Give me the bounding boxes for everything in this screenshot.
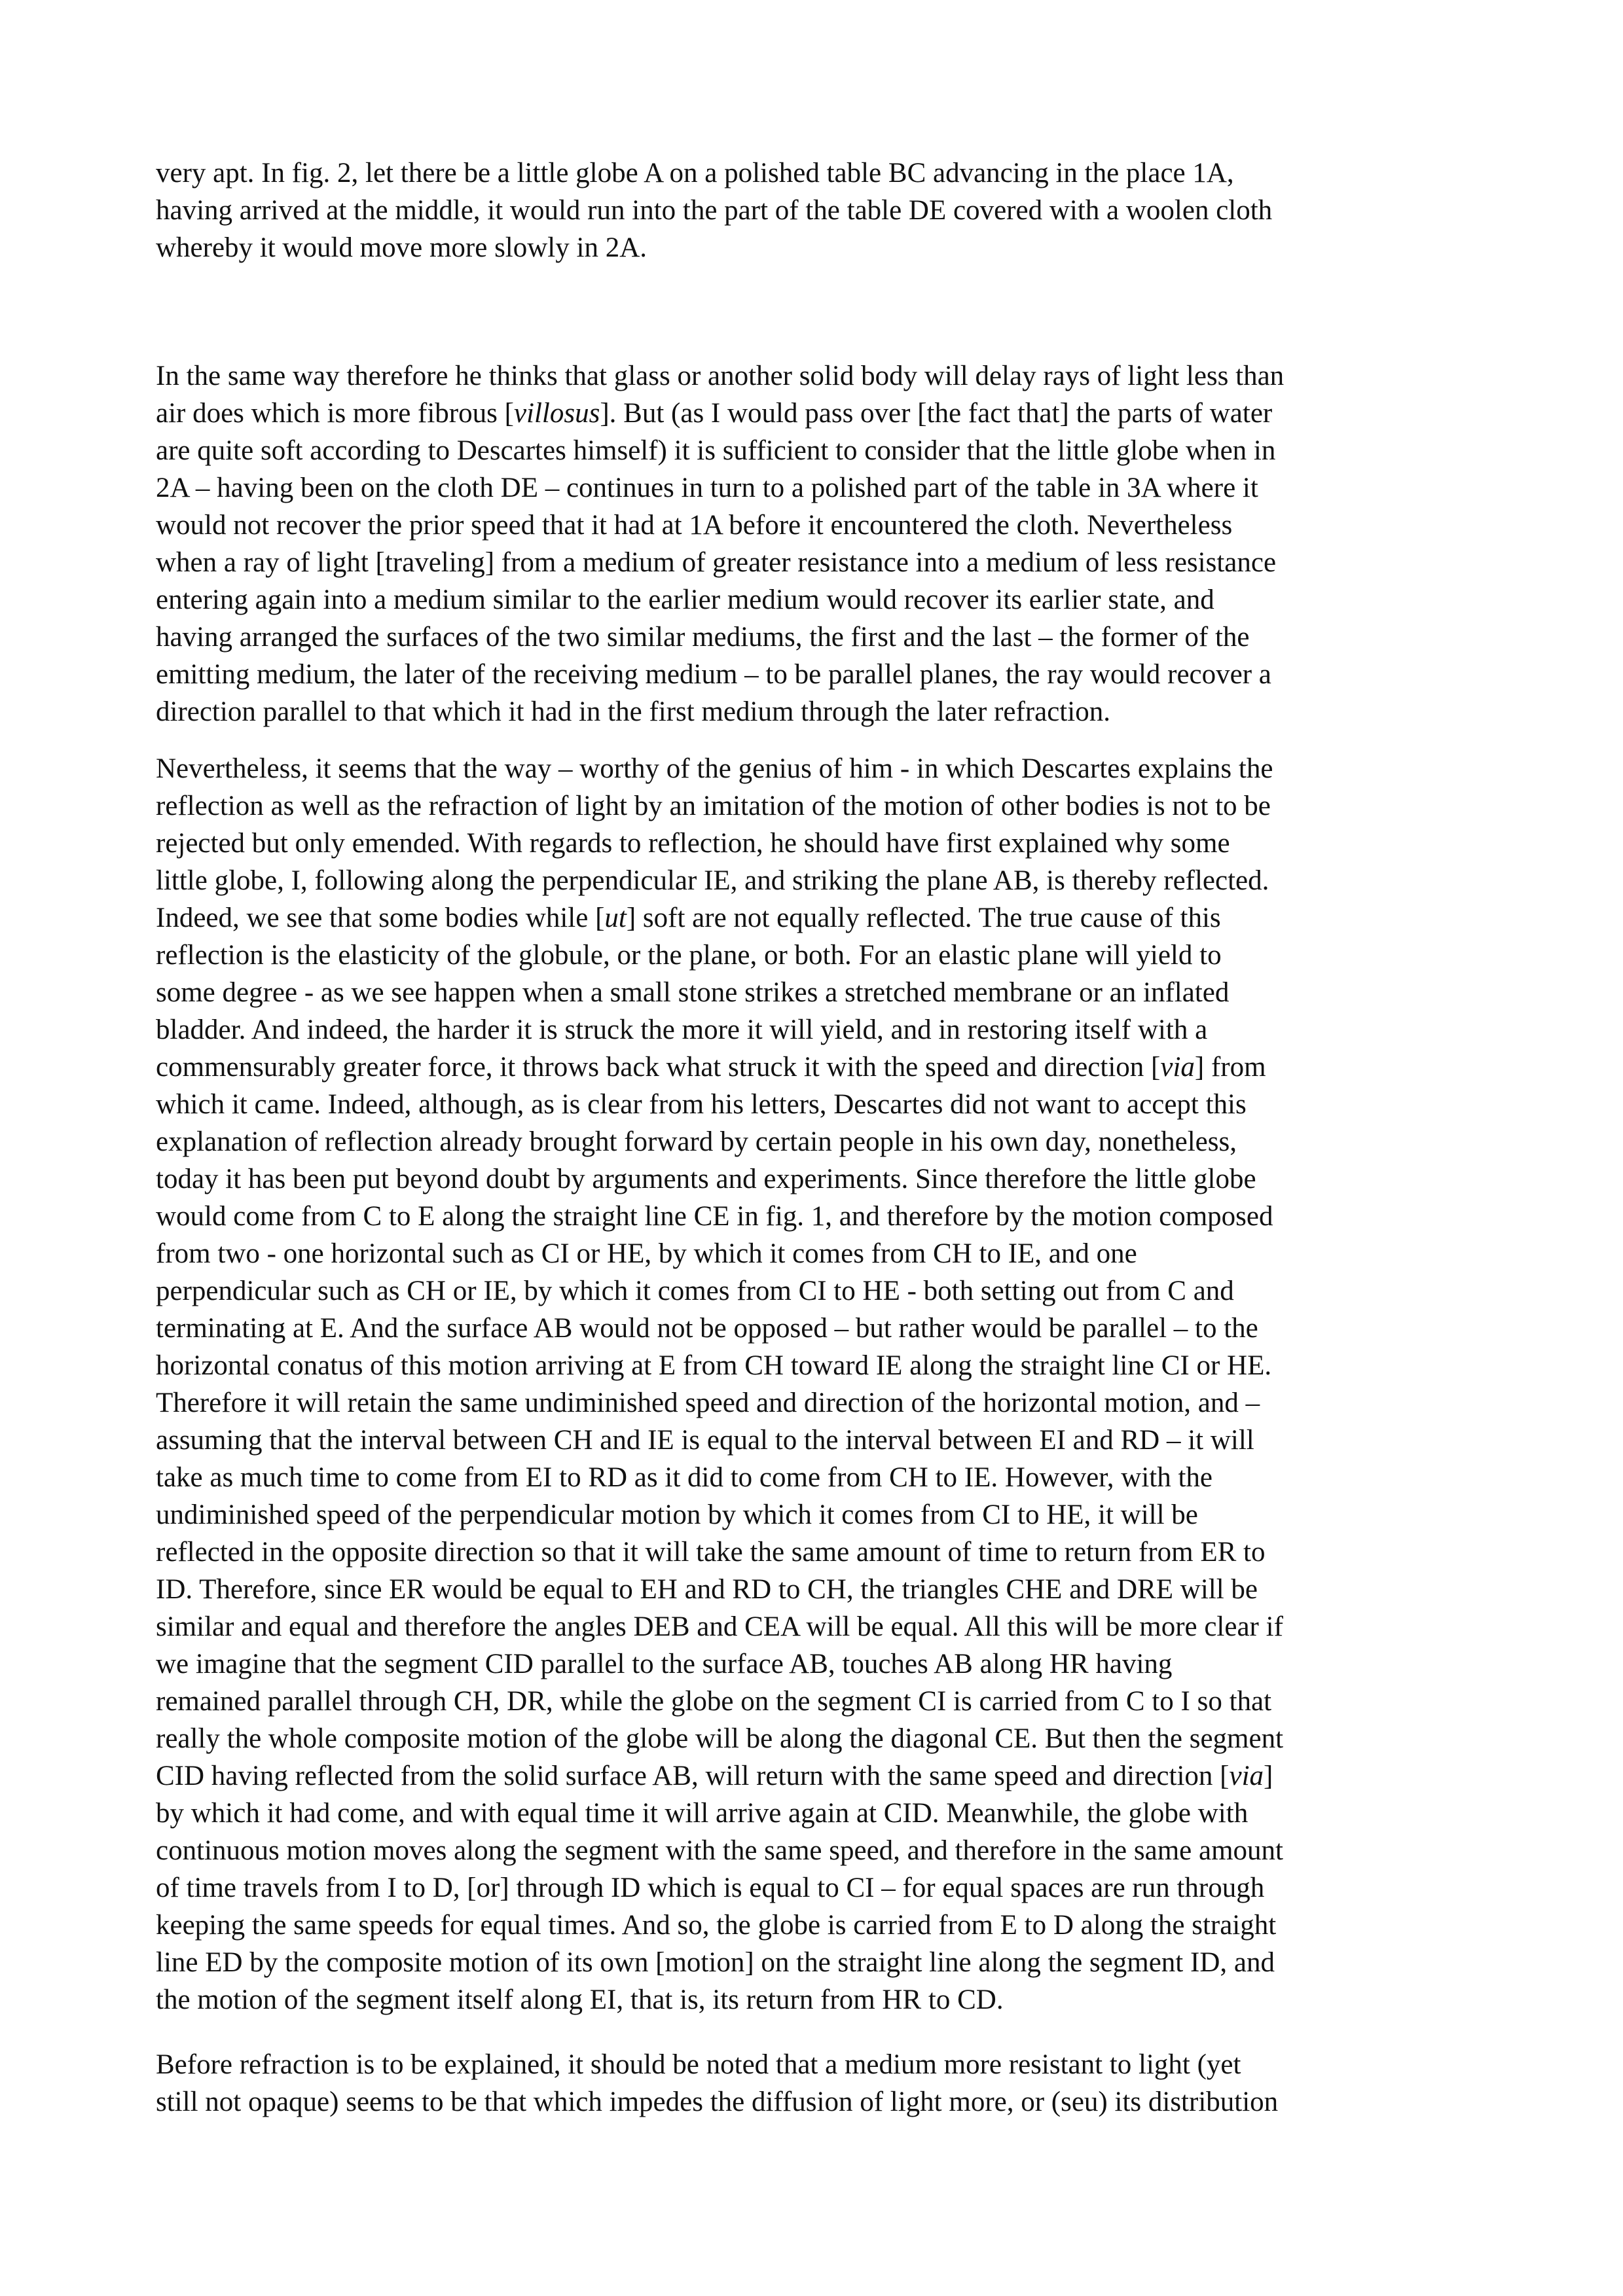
text-line [156, 1272, 1472, 1310]
text-run: today it has been put beyond doubt by arguments and experiments. Since therefore the little globe [156, 1164, 1256, 1194]
text-run: when a ray of light [traveling] from a medium of greater resistance into a medium of less resistance [156, 547, 1277, 578]
text-run: ] [1264, 1761, 1273, 1791]
text-line [156, 1049, 1472, 1086]
text-line [156, 693, 1472, 730]
text-line [156, 1981, 1472, 2018]
text-line [156, 2083, 1472, 2121]
paragraph-4 [156, 2046, 1472, 2121]
text-run: very apt. In fig. 2, let there be a little globe A on a polished table BC advancing in the place 1A, [156, 158, 1234, 188]
text-run: by which it had come, and with equal time it will arrive again at CID. Meanwhile, the globe with [156, 1798, 1249, 1829]
text-line [156, 1795, 1472, 1832]
text-line [156, 544, 1472, 581]
text-line [156, 619, 1472, 656]
text-run: similar and equal and therefore the angles DEB and CEA will be equal. All this will be more clear if [156, 1611, 1283, 1642]
text-line [156, 1422, 1472, 1459]
text-run: ] soft are not equally reflected. The true cause of this [626, 903, 1221, 933]
text-line [156, 1720, 1472, 1757]
text-line [156, 1459, 1472, 1496]
text-line [156, 750, 1472, 787]
text-run: undiminished speed of the perpendicular motion by which it comes from CI to HE, it will be [156, 1499, 1198, 1530]
text-run: Therefore it will retain the same undiminished speed and direction of the horizontal motion, and – [156, 1388, 1260, 1418]
text-line [156, 825, 1472, 862]
text-line [156, 1384, 1472, 1422]
text-run: terminating at E. And the surface AB would not be opposed – but rather would be parallel – to the [156, 1313, 1258, 1344]
text-run: assuming that the interval between CH and IE is equal to the interval between EI and RD – it will [156, 1425, 1254, 1456]
text-run: which it came. Indeed, although, as is clear from his letters, Descartes did not want to accept this [156, 1089, 1247, 1120]
text-line [156, 1645, 1472, 1683]
text-line [156, 357, 1472, 395]
paragraph-1 [156, 154, 1472, 266]
paragraph-3 [156, 750, 1472, 2018]
text-line [156, 581, 1472, 619]
text-line [156, 1310, 1472, 1347]
text-run: entering again into a medium similar to the earlier medium would recover its earlier state, and [156, 584, 1214, 615]
text-line [156, 154, 1472, 192]
text-run: the motion of the segment itself along EI, that is, its return from HR to CD. [156, 1984, 1004, 2015]
text-run: still not opaque) seems to be that which impedes the diffusion of light more, or (seu) its distribution [156, 2087, 1279, 2117]
text-run: ] from [1194, 1052, 1266, 1083]
text-run: really the whole composite motion of the globe will be along the diagonal CE. But then the segment [156, 1723, 1284, 1754]
text-run: having arrived at the middle, it would run into the part of the table DE covered with a woolen cloth [156, 195, 1273, 226]
text-run: whereby it would move more slowly in 2A. [156, 232, 647, 263]
text-run: ID. Therefore, since ER would be equal to EH and RD to CH, the triangles CHE and DRE will be [156, 1574, 1258, 1605]
text-run: we imagine that the segment CID parallel to the surface AB, touches AB along HR having [156, 1649, 1173, 1679]
text-line [156, 1907, 1472, 1944]
text-line [156, 899, 1472, 937]
text-run: 2A – having been on the cloth DE – continues in turn to a polished part of the table in 3A where it [156, 473, 1258, 503]
text-run: little globe, I, following along the perpendicular IE, and striking the plane AB, is thereby reflected. [156, 865, 1269, 896]
text-line [156, 1832, 1472, 1869]
text-line [156, 1869, 1472, 1907]
text-run: ]. But (as I would pass over [the fact that] the parts of water [600, 398, 1273, 429]
text-run: take as much time to come from EI to RD as it did to come from CH to IE. However, with the [156, 1462, 1213, 1493]
text-run: Indeed, we see that some bodies while [ [156, 903, 605, 933]
text-run: are quite soft according to Descartes himself) it is sufficient to consider that the little globe when in [156, 435, 1276, 466]
text-run: reflected in the opposite direction so that it will take the same amount of time to return from ER to [156, 1537, 1266, 1568]
text-run: would come from C to E along the straight line CE in fig. 1, and therefore by the motion composed [156, 1201, 1273, 1232]
text-line [156, 507, 1472, 544]
text-run: perpendicular such as CH or IE, by which it comes from CI to HE - both setting out from C and [156, 1276, 1234, 1306]
text-run: commensurably greater force, it throws back what struck it with the speed and direction [ [156, 1052, 1161, 1083]
text-line [156, 1011, 1472, 1049]
text-line [156, 1496, 1472, 1534]
text-run: line ED by the composite motion of its own [motion] on the straight line along the segment ID, and [156, 1947, 1275, 1978]
text-line [156, 1198, 1472, 1235]
text-line [156, 192, 1472, 229]
text-line [156, 862, 1472, 899]
text-run: some degree - as we see happen when a small stone strikes a stretched membrane or an inflated [156, 977, 1230, 1008]
text-line [156, 432, 1472, 469]
text-line [156, 1571, 1472, 1608]
text-run: Before refraction is to be explained, it should be noted that a medium more resistant to light (yet [156, 2049, 1241, 2080]
text-line [156, 1944, 1472, 1981]
latin-term: ut [604, 903, 627, 933]
text-line [156, 787, 1472, 825]
text-line [156, 1086, 1472, 1123]
text-line [156, 1608, 1472, 1645]
text-line [156, 937, 1472, 974]
text-line [156, 1123, 1472, 1160]
text-line [156, 469, 1472, 507]
text-line [156, 1757, 1472, 1795]
text-run: direction parallel to that which it had in the first medium through the later refraction. [156, 696, 1110, 727]
text-run: explanation of reflection already brought forward by certain people in his own day, nonetheless, [156, 1126, 1237, 1157]
text-line [156, 1534, 1472, 1571]
text-run: of time travels from I to D, [or] through ID which is equal to CI – for equal spaces are run through [156, 1873, 1265, 1903]
text-run: Nevertheless, it seems that the way – worthy of the genius of him - in which Descartes explains the [156, 753, 1273, 784]
latin-term: via [1160, 1052, 1195, 1083]
text-run: from two - one horizontal such as CI or HE, by which it comes from CH to IE, and one [156, 1238, 1137, 1269]
text-line [156, 2046, 1472, 2083]
text-run: having arranged the surfaces of the two similar mediums, the first and the last – the former of the [156, 622, 1250, 653]
text-line [156, 1347, 1472, 1384]
text-run: remained parallel through CH, DR, while the globe on the segment CI is carried from C to I so that [156, 1686, 1272, 1717]
paragraph-2 [156, 357, 1472, 730]
text-run: keeping the same speeds for equal times. And so, the globe is carried from E to D along the straight [156, 1910, 1277, 1941]
text-run: In the same way therefore he thinks that glass or another solid body will delay rays of light less than [156, 361, 1285, 391]
text-run: horizontal conatus of this motion arriving at E from CH toward IE along the straight line CI or HE. [156, 1350, 1272, 1381]
text-run: emitting medium, the later of the receiving medium – to be parallel planes, the ray would recover a [156, 659, 1271, 690]
latin-term: villosus [513, 398, 600, 429]
text-line [156, 1683, 1472, 1720]
text-run: would not recover the prior speed that it had at 1A before it encountered the cloth. Nevertheless [156, 510, 1233, 541]
text-run: rejected but only emended. With regards to reflection, he should have first explained why some [156, 828, 1230, 859]
text-run: continuous motion moves along the segment with the same speed, and therefore in the same amount [156, 1835, 1283, 1866]
text-run: CID having reflected from the solid surface AB, will return with the same speed and direction [ [156, 1761, 1230, 1791]
text-line [156, 974, 1472, 1011]
text-run: air does which is more fibrous [ [156, 398, 514, 429]
text-line [156, 1235, 1472, 1272]
text-run: bladder. And indeed, the harder it is struck the more it will yield, and in restoring itself with a [156, 1014, 1208, 1045]
latin-term: via [1229, 1761, 1264, 1791]
text-line [156, 656, 1472, 693]
text-line [156, 395, 1472, 432]
text-run: reflection is the elasticity of the globule, or the plane, or both. For an elastic plane will yield to [156, 940, 1222, 971]
text-run: reflection as well as the refraction of light by an imitation of the motion of other bodies is not to be [156, 791, 1271, 821]
text-line [156, 1160, 1472, 1198]
text-line [156, 229, 1472, 266]
